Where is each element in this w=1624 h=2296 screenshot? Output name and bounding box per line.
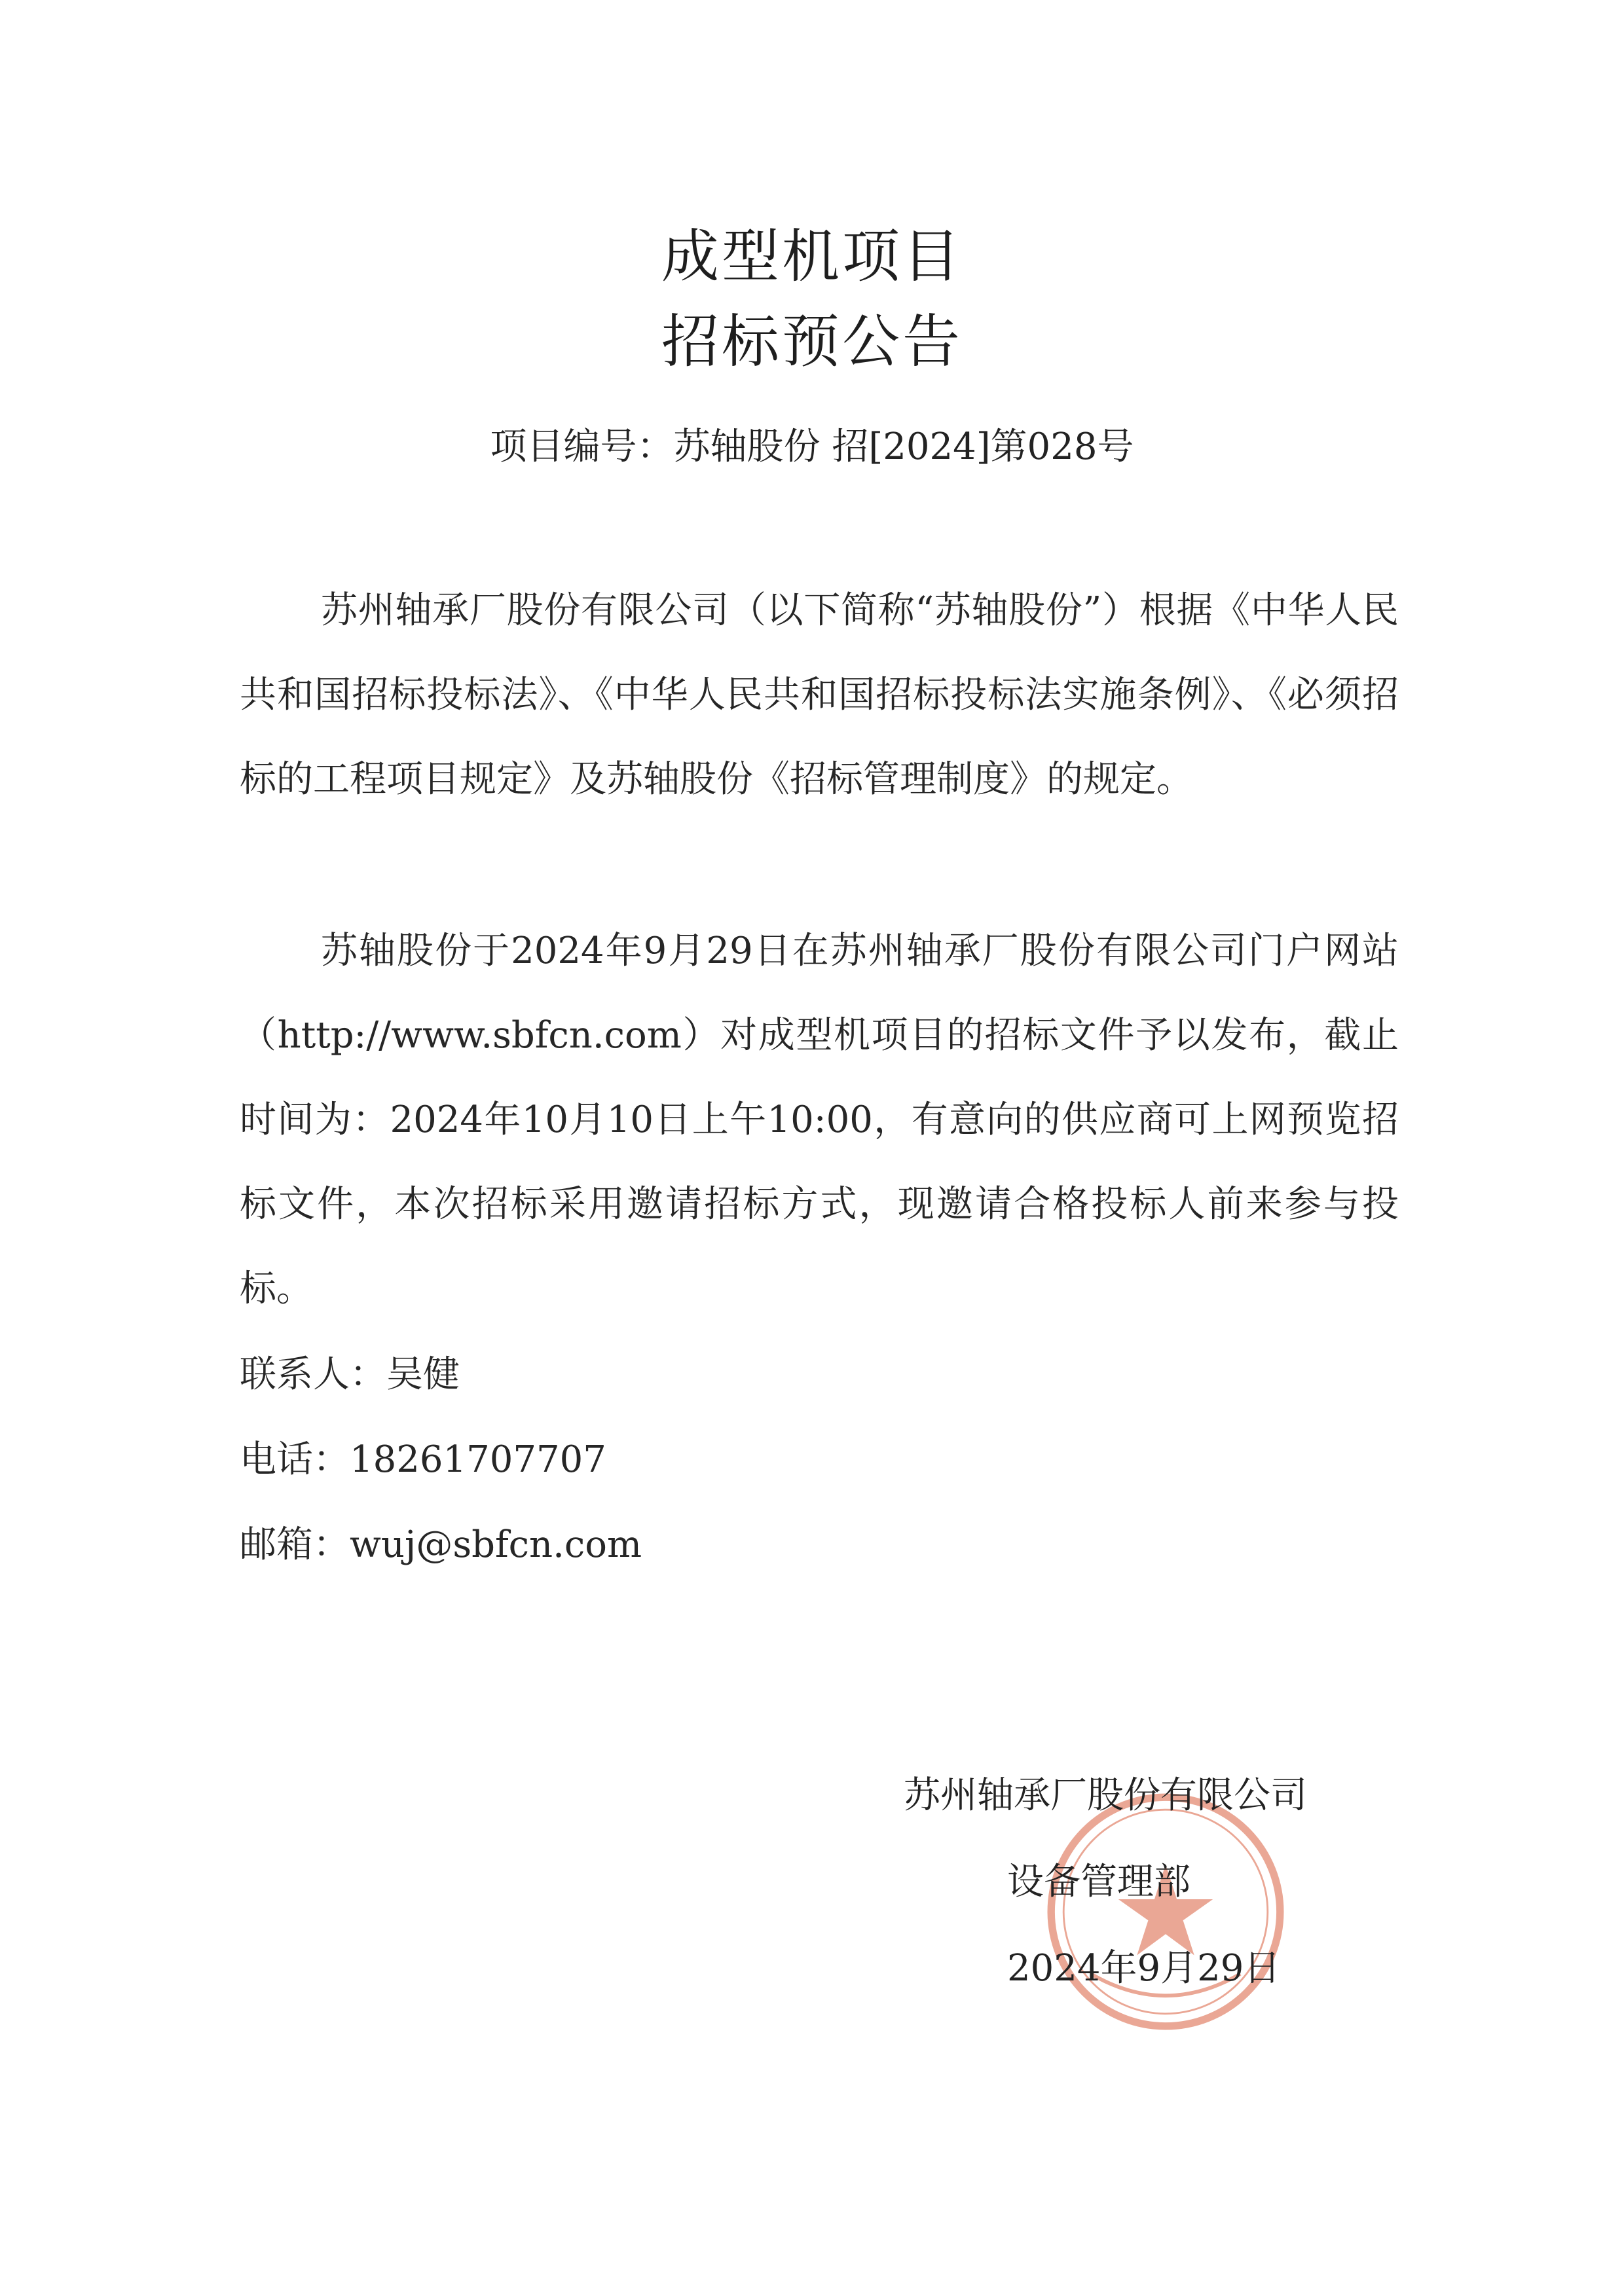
document-title-line-1: 成型机项目 [661,223,963,290]
contact-person: 联系人：吴健 [240,1353,460,1396]
company-seal-icon [1041,1787,1290,2036]
paragraph-legal-basis: 苏州轴承厂股份有限公司（以下简称“苏轴股份”）根据《中华人民共和国招标投标法》、《中华人民共和国招标投标法实施条例》、《必须招标的工程项目规定》及苏轴股份《招标管理制度》的规定。 [240,589,1399,801]
contact-email: 邮箱：wuj@sbfcn.com [240,1523,642,1566]
project-number: 项目编号：苏轴股份 招[2024]第028号 [490,426,1134,468]
signature-date: 2024年9月29日 [1007,1947,1281,1990]
signature-company: 苏州轴承厂股份有限公司 [904,1774,1307,1817]
document-title-line-2: 招标预公告 [661,308,963,375]
signature-department: 设备管理部 [1007,1861,1190,1903]
paragraph-announcement: 苏轴股份于2024年9月29日在苏州轴承厂股份有限公司门户网站（http://www.sbfcn.com）对成型机项目的招标文件予以发布，截止时间为：2024年10月10日上午10:00，有意向的供应商可上网预览招标文件，本次招标采用邀请招标方式，现邀请合格投标人前来参与投标。 [240,930,1399,1310]
contact-phone: 电话：18261707707 [240,1438,606,1481]
